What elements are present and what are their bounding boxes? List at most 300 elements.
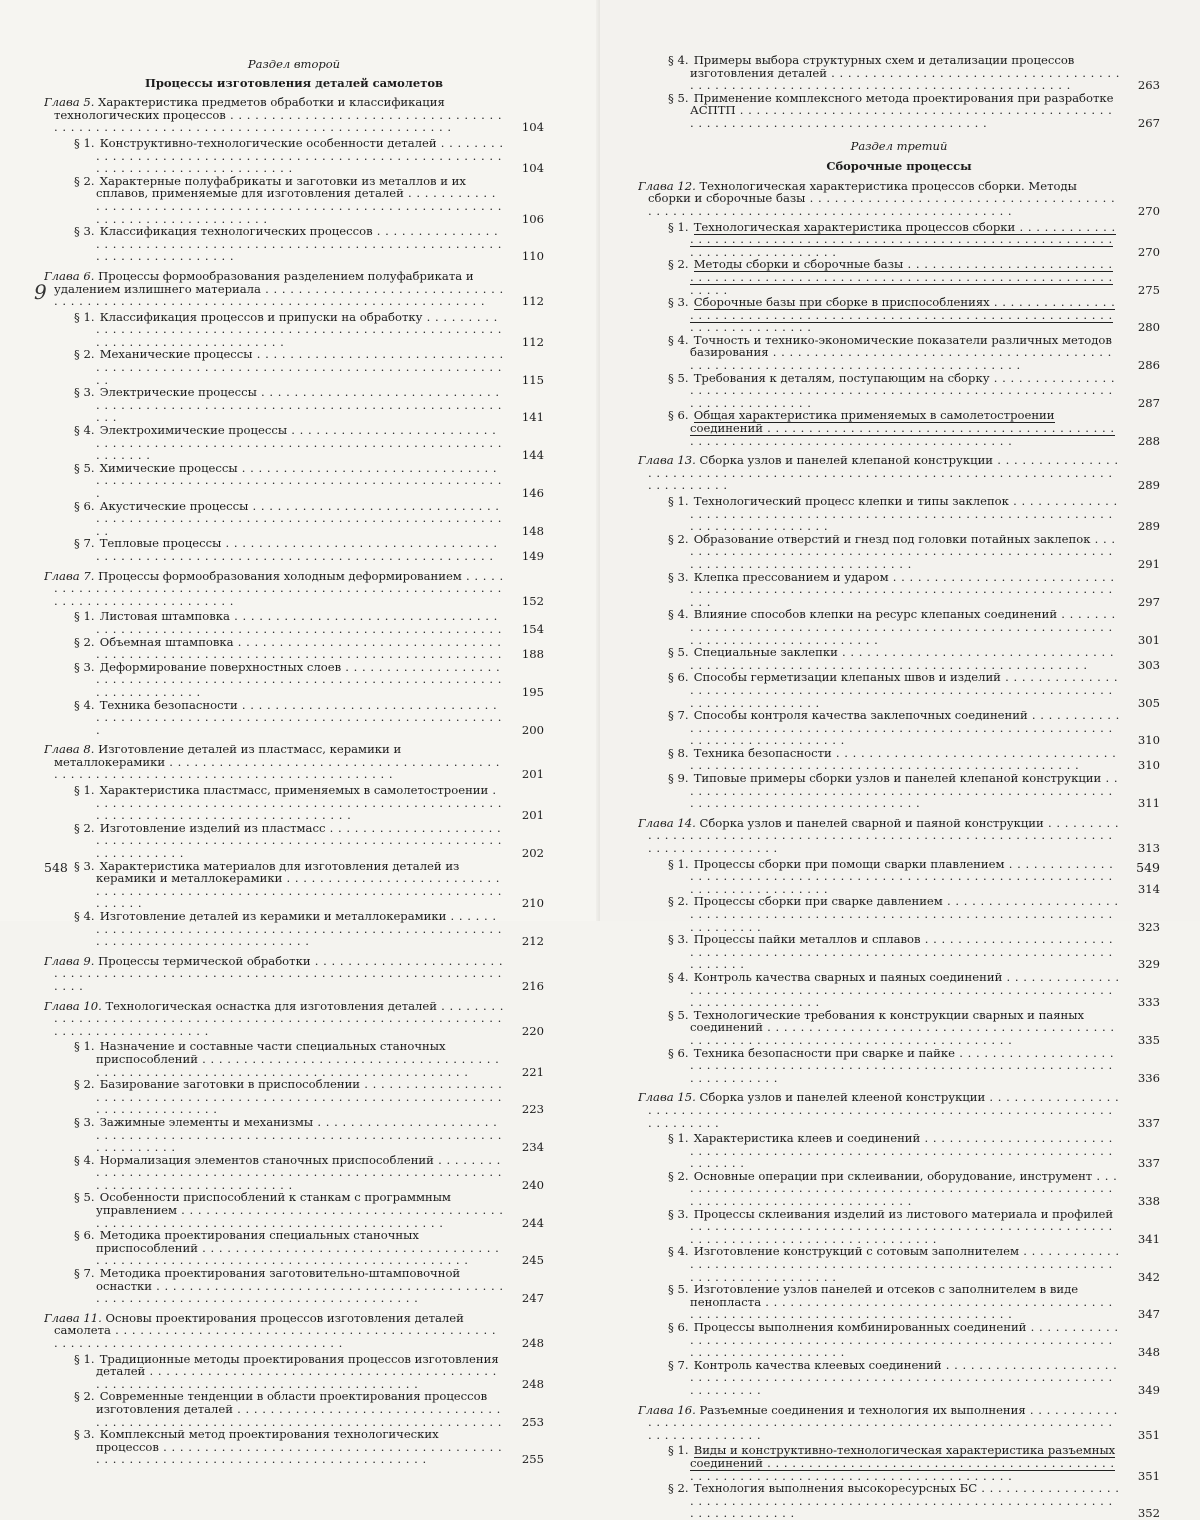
entry-title: Базирование заготовки в приспособлении . . .	[96, 1078, 502, 1116]
entry-title: Электрохимические процессы . . .	[96, 424, 502, 462]
toc-section-entry	[638, 334, 1160, 372]
toc-section-entry	[638, 709, 1160, 747]
entry-title: Технологическая оснастка для изготовления деталей . . .	[54, 1000, 504, 1038]
toc-chapter-entry	[44, 96, 544, 134]
entry-page-number: 301	[1137, 632, 1160, 647]
toc-section-entry	[44, 1040, 544, 1078]
entry-title: Процессы склеивания изделий из листового материала и профилей . . .	[690, 1208, 1113, 1246]
entry-page-number: 248	[521, 1336, 544, 1350]
entry-title: Сборка узлов и панелей клепаной конструкции . . .	[648, 454, 1119, 492]
entry-label: Глава 9.	[44, 954, 95, 968]
entry-title: Особенности приспособлений к станкам с программным управлением . . .	[96, 1191, 503, 1229]
entry-label: § 3.	[668, 570, 689, 584]
toc-section-entry	[44, 1390, 544, 1428]
toc-list	[44, 96, 544, 1466]
toc-section-entry	[638, 92, 1160, 130]
entry-page-number: 234	[521, 1140, 544, 1154]
entry-title: Деформирование поверхностных слоев . . .	[96, 661, 502, 699]
entry-title: Контроль качества сварных и паяных соединений . . .	[690, 971, 1120, 1009]
entry-label: § 3.	[74, 225, 95, 239]
entry-label: § 2.	[668, 532, 689, 546]
entry-label: § 6.	[668, 671, 689, 685]
toc-chapter-entry	[638, 1091, 1160, 1129]
entry-title: Нормализация элементов станочных приспособлений . . .	[96, 1154, 502, 1192]
entry-page-number: 253	[521, 1414, 544, 1429]
entry-page-number: 280	[1137, 320, 1160, 334]
entry-label: § 3.	[668, 933, 689, 947]
toc-section-entry	[44, 636, 544, 661]
entry-label: Глава 5.	[44, 96, 95, 110]
toc-section-entry	[44, 348, 544, 386]
entry-label: Глава 14.	[638, 816, 696, 830]
entry-title: Процессы формообразования холодным деформированием . . .	[54, 570, 504, 608]
toc-section-entry	[44, 386, 544, 424]
entry-label: § 6.	[668, 1046, 689, 1060]
toc-chapter-entry	[44, 1312, 544, 1350]
entry-label: § 1.	[668, 1132, 689, 1146]
entry-page-number: 287	[1137, 395, 1160, 410]
entry-label: § 2.	[668, 1482, 689, 1496]
toc-section-entry	[44, 1078, 544, 1116]
toc-section-entry	[44, 1116, 544, 1154]
entry-page-number: 188	[521, 647, 544, 661]
entry-page-number: 152	[521, 593, 544, 608]
entry-page-number: 148	[521, 523, 544, 538]
entry-page-number: 337	[1137, 1115, 1160, 1130]
entry-page-number: 106	[521, 211, 544, 226]
toc-section-entry	[638, 533, 1160, 571]
entry-page-number: 216	[521, 978, 544, 993]
toc-chapter-entry	[44, 955, 544, 993]
entry-label: § 2.	[668, 1169, 689, 1183]
entry-title: Процессы термической обработки . . .	[54, 955, 503, 993]
toc-section-entry	[638, 971, 1160, 1009]
entry-page-number: 270	[1137, 203, 1160, 218]
toc-section-entry	[44, 910, 544, 948]
page-number-right: 549	[1136, 860, 1160, 875]
entry-title: Конструктивно-технологические особенности деталей . . .	[96, 137, 504, 175]
entry-title: Химические процессы . . .	[96, 462, 502, 500]
entry-page-number: 201	[521, 808, 544, 822]
entry-title: Электрические процессы . . .	[96, 386, 502, 424]
entry-label: § 4.	[668, 970, 689, 984]
entry-label: Глава 7.	[44, 569, 95, 583]
toc-section-entry	[638, 221, 1160, 259]
entry-page-number: 255	[521, 1452, 544, 1466]
entry-label: § 7.	[668, 709, 689, 723]
toc-section-entry	[44, 610, 544, 635]
entry-title: Техника безопасности при сварке и пайке . . .	[690, 1047, 1114, 1085]
entry-title: Основы проектирования процессов изготовления деталей самолета . . .	[54, 1312, 496, 1350]
entry-title: Классификация технологических процессов . . .	[96, 225, 502, 263]
entry-label: Глава 12.	[638, 179, 696, 193]
entry-title: Способы контроля качества заклепочных соединений . . .	[690, 709, 1120, 747]
entry-page-number: 267	[1137, 115, 1160, 130]
entry-page-number: 104	[521, 161, 544, 175]
entry-page-number: 275	[1137, 282, 1160, 297]
entry-label: § 1.	[668, 495, 689, 508]
toc-section-entry	[638, 1245, 1160, 1283]
entry-label: § 5.	[668, 371, 689, 385]
entry-title: Сборка узлов и панелей сварной и паяной конструкции . . .	[648, 817, 1119, 855]
entry-page-number: 200	[521, 722, 544, 737]
toc-section-entry	[44, 311, 544, 349]
entry-page-number: 149	[521, 548, 544, 563]
entry-label: § 4.	[668, 608, 689, 622]
entry-label: § 6.	[668, 409, 689, 423]
entry-page-number: 351	[1137, 1468, 1160, 1483]
right-page	[600, 0, 1200, 1520]
entry-title: Изготовление деталей из керамики и металлокерамики . . .	[96, 910, 502, 948]
entry-title: Специальные заклепки . . .	[690, 646, 1114, 671]
entry-title: Требования к деталям, поступающим на сборку . . .	[690, 372, 1115, 410]
entry-title: Процессы сборки при сварке давлением . . .	[690, 895, 1119, 933]
entry-label: § 9.	[668, 772, 689, 786]
entry-label: § 2.	[668, 895, 689, 909]
entry-page-number: 349	[1137, 1382, 1160, 1397]
entry-title: Сборочные базы при сборке в приспособлениях . . .	[690, 296, 1115, 334]
entry-label: § 1.	[668, 220, 689, 234]
entry-title: Традиционные методы проектирования процессов изготовления деталей . . .	[96, 1353, 499, 1391]
entry-title: Основные операции при склеивании, оборудование, инструмент . . .	[690, 1170, 1117, 1208]
entry-label: Глава 13.	[638, 454, 696, 468]
entry-label: § 5.	[74, 461, 95, 475]
entry-label: § 3.	[668, 1207, 689, 1221]
entry-label: § 1.	[74, 1040, 95, 1054]
entry-page-number: 146	[521, 486, 544, 500]
entry-page-number: 351	[1137, 1427, 1160, 1442]
entry-label: § 2.	[74, 635, 95, 649]
toc-section-entry	[638, 1359, 1160, 1397]
entry-title: Технологические требования к конструкции сварных и паяных соединений . . .	[690, 1009, 1115, 1047]
toc-section-entry	[44, 1267, 544, 1305]
toc-section-entry	[638, 409, 1160, 447]
entry-title: Точность и технико-экономические показатели различных методов базирования . . .	[690, 334, 1112, 372]
toc-section-entry	[44, 537, 544, 562]
entry-label: § 4.	[74, 424, 95, 438]
toc-chapter-entry	[638, 817, 1160, 855]
entry-label: Глава 6.	[44, 269, 95, 283]
entry-title: Листовая штамповка . . .	[96, 610, 502, 635]
entry-label: § 2.	[668, 258, 689, 272]
toc-section-entry	[44, 225, 544, 263]
entry-page-number: 323	[1137, 919, 1160, 934]
entry-page-number: 244	[521, 1215, 544, 1230]
entry-title: Примеры выбора структурных схем и детализации процессов изготовления деталей . . .	[690, 54, 1120, 92]
right-toc-column	[638, 54, 1160, 1520]
entry-label: Глава 15.	[638, 1091, 696, 1105]
toc-chapter-entry	[44, 270, 544, 308]
entry-label: § 3.	[74, 1115, 95, 1129]
entry-title: Контроль качества клеевых соединений . . .	[690, 1359, 1117, 1397]
entry-page-number: 240	[521, 1177, 544, 1192]
entry-page-number: 201	[521, 767, 544, 782]
entry-label: § 3.	[74, 660, 95, 674]
entry-page-number: 297	[1137, 594, 1160, 609]
entry-title: Методика проектирования специальных станочных приспособлений . . .	[96, 1229, 499, 1267]
toc-section-entry	[44, 1191, 544, 1229]
toc-section-entry	[44, 137, 544, 175]
entry-page-number: 336	[1137, 1070, 1160, 1085]
entry-label: § 5.	[668, 1008, 689, 1022]
entry-label: § 2.	[74, 1078, 95, 1092]
toc-section-entry	[638, 54, 1160, 92]
entry-title: Характеристика материалов для изготовления деталей из керамики и металлокерамики . . .	[96, 860, 502, 910]
toc-section-entry	[638, 1170, 1160, 1208]
entry-page-number: 210	[521, 896, 544, 910]
entry-page-number: 313	[1137, 841, 1160, 855]
left-page	[0, 0, 600, 1466]
toc-section-entry	[638, 608, 1160, 646]
entry-page-number: 286	[1137, 358, 1160, 372]
handwritten-margin-mark: 9	[34, 280, 47, 304]
toc-section-entry	[638, 495, 1160, 533]
entry-label: § 1.	[74, 784, 95, 798]
toc-list-continued	[638, 54, 1160, 130]
toc-section-entry	[638, 933, 1160, 971]
toc-list	[638, 180, 1160, 1520]
entry-page-number: 303	[1137, 657, 1160, 672]
toc-section-entry	[638, 1132, 1160, 1170]
entry-page-number: 338	[1137, 1194, 1160, 1208]
entry-label: § 3.	[74, 859, 95, 873]
entry-page-number: 202	[521, 846, 544, 860]
entry-title: Объемная штамповка . . .	[96, 636, 502, 661]
toc-section-entry	[638, 1208, 1160, 1246]
entry-page-number: 305	[1137, 695, 1160, 710]
entry-title: Технологический процесс клепки и типы заклепок . . .	[690, 495, 1118, 533]
entry-page-number: 247	[521, 1291, 544, 1305]
entry-label: § 6.	[74, 499, 95, 513]
toc-section-entry	[638, 258, 1160, 296]
entry-label: § 8.	[668, 746, 689, 760]
entry-page-number: 341	[1137, 1231, 1160, 1246]
entry-label: § 2.	[74, 174, 95, 188]
left-toc-column	[44, 52, 544, 1466]
entry-title: Процессы пайки металлов и сплавов . . .	[690, 933, 1113, 971]
entry-title: Процессы выполнения комбинированных соединений . . .	[690, 1321, 1119, 1359]
entry-page-number: 335	[1137, 1032, 1160, 1047]
toc-section-entry	[638, 671, 1160, 709]
entry-page-number: 311	[1137, 796, 1160, 810]
entry-label: § 7.	[74, 1267, 95, 1281]
entry-label: § 4.	[74, 910, 95, 923]
toc-section-entry	[638, 772, 1160, 810]
entry-title: Изготовление изделий из пластмасс . . .	[96, 822, 502, 860]
entry-title: Изготовление деталей из пластмасс, керамики и металлокерамики . . .	[54, 743, 500, 781]
entry-title: Применение комплексного метода проектирования при разработке АСПТП . . .	[690, 92, 1114, 130]
entry-title: Методы сборки и сборочные базы . . .	[690, 258, 1113, 296]
entry-title: Влияние способов клепки на ресурс клепаных соединений . . .	[690, 608, 1116, 646]
toc-section-entry	[44, 784, 544, 822]
entry-title: Разъемные соединения и технология их выполнения . . .	[648, 1404, 1118, 1442]
toc-section-entry	[44, 424, 544, 462]
toc-section-entry	[44, 699, 544, 737]
entry-label: § 1.	[74, 610, 95, 624]
entry-label: § 5.	[74, 1191, 95, 1205]
entry-page-number: 289	[1137, 519, 1160, 533]
entry-page-number: 314	[1137, 881, 1160, 896]
entry-label: § 3.	[74, 1428, 95, 1442]
entry-label: § 2.	[74, 348, 95, 362]
toc-chapter-entry	[44, 570, 544, 608]
entry-label: § 4.	[74, 1153, 95, 1167]
entry-page-number: 263	[1137, 78, 1160, 92]
entry-label: Глава 8.	[44, 743, 95, 757]
toc-section-entry	[638, 372, 1160, 410]
toc-chapter-entry	[638, 1404, 1160, 1442]
entry-label: § 6.	[74, 1229, 95, 1243]
toc-section-entry	[44, 1353, 544, 1391]
toc-section-entry	[44, 462, 544, 500]
entry-label: § 1.	[74, 136, 95, 150]
toc-section-entry	[638, 571, 1160, 609]
entry-page-number: 348	[1137, 1345, 1160, 1359]
toc-section-entry	[638, 858, 1160, 896]
entry-page-number: 110	[521, 249, 544, 263]
entry-page-number: 154	[521, 621, 544, 636]
entry-title: Технология выполнения высокоресурсных БС . . .	[690, 1482, 1119, 1520]
entry-page-number: 223	[521, 1102, 544, 1116]
entry-page-number: 245	[521, 1253, 544, 1268]
toc-section-entry	[638, 895, 1160, 933]
entry-title: Характерные полуфабрикаты и заготовки из металлов и их сплавов, применяемые для изготовления деталей . . .	[96, 175, 502, 225]
entry-page-number: 347	[1137, 1307, 1160, 1321]
entry-label: § 5.	[668, 1283, 689, 1297]
entry-label: § 1.	[74, 1352, 95, 1366]
entry-label: § 1.	[668, 1444, 689, 1458]
entry-label: § 6.	[668, 1321, 689, 1334]
entry-label: § 4.	[668, 333, 689, 347]
toc-chapter-entry	[44, 1000, 544, 1038]
entry-page-number: 337	[1137, 1156, 1160, 1170]
entry-title: Зажимные элементы и механизмы . . .	[96, 1116, 502, 1154]
entry-page-number: 220	[521, 1023, 544, 1038]
entry-title: Изготовление узлов панелей и отсеков с заполнителем в виде пенопласта . . .	[690, 1283, 1113, 1321]
entry-page-number: 221	[521, 1064, 544, 1079]
toc-section-entry	[638, 646, 1160, 671]
toc-chapter-entry	[44, 743, 544, 781]
toc-section-entry	[44, 661, 544, 699]
entry-title: Методика проектирования заготовительно-штамповочной оснастки . . .	[96, 1267, 504, 1305]
entry-page-number: 291	[1137, 556, 1160, 571]
entry-page-number: 144	[521, 448, 544, 462]
entry-title: Изготовление конструкций с сотовым заполнителем . . .	[690, 1245, 1120, 1283]
entry-label: § 4.	[74, 698, 95, 712]
toc-section-entry	[638, 1444, 1160, 1482]
entry-title: Процессы формообразования разделением полуфабриката и удалением излишнего материала . . .	[54, 270, 504, 308]
entry-title: Сборка узлов и панелей клееной конструкции . . .	[648, 1091, 1119, 1129]
entry-label: § 5.	[668, 91, 689, 105]
section-label: Раздел третий	[850, 138, 948, 153]
entry-label: § 2.	[74, 1390, 95, 1404]
toc-section-entry	[44, 822, 544, 860]
toc-chapter-entry	[638, 454, 1160, 492]
entry-title: Тепловые процессы . . .	[96, 537, 498, 562]
entry-title: Современные тенденции в области проектирования процессов изготовления деталей . . .	[96, 1390, 502, 1428]
entry-page-number: 212	[521, 934, 544, 948]
entry-page-number: 310	[1137, 733, 1160, 747]
entry-label: § 1.	[74, 310, 95, 324]
toc-chapter-entry	[638, 180, 1160, 218]
entry-title: Назначение и составные части специальных станочных приспособлений . . .	[96, 1040, 499, 1078]
entry-page-number: 270	[1137, 244, 1160, 259]
entry-title: Характеристика пластмасс, применяемых в самолетостроении . . .	[96, 784, 502, 822]
toc-section-entry	[638, 1321, 1160, 1359]
entry-page-number: 288	[1137, 433, 1160, 448]
toc-section-entry	[44, 860, 544, 910]
entry-page-number: 115	[521, 372, 544, 387]
section-title: Процессы изготовления деталей самолетов	[144, 75, 443, 90]
entry-page-number: 112	[521, 294, 544, 308]
entry-page-number: 329	[1137, 957, 1160, 971]
entry-title: Способы герметизации клепаных швов и изделий . . .	[690, 671, 1118, 709]
entry-label: § 4.	[668, 54, 689, 67]
entry-title: Образование отверстий и гнезд под головки потайных заклепок . . .	[690, 533, 1116, 571]
toc-section-entry	[44, 500, 544, 538]
section-label: Раздел второй	[247, 57, 341, 71]
entry-title: Механические процессы . . .	[96, 348, 504, 386]
toc-section-entry	[638, 747, 1160, 772]
entry-label: Глава 16.	[638, 1403, 696, 1417]
entry-page-number: 104	[521, 120, 544, 134]
toc-section-entry	[638, 1047, 1160, 1085]
entry-title: Комплексный метод проектирования технологических процессов . . .	[96, 1428, 502, 1466]
page-number-left: 548	[44, 860, 68, 875]
entry-page-number: 141	[521, 410, 544, 425]
toc-section-entry	[638, 296, 1160, 334]
entry-title: Общая характеристика применяемых в самолетостроении соединений . . .	[690, 409, 1115, 447]
entry-title: Процессы сборки при помощи сварки плавлением . . .	[690, 858, 1113, 896]
toc-section-entry	[44, 1154, 544, 1192]
entry-title: Акустические процессы . . .	[96, 500, 502, 538]
entry-title: Технологическая характеристика процессов сборки. Методы сборки и сборочные базы . . .	[648, 180, 1115, 218]
entry-title: Технологическая характеристика процессов сборки . . .	[690, 221, 1116, 259]
entry-label: § 1.	[668, 857, 689, 871]
entry-title: Техника безопасности . . .	[690, 747, 1116, 772]
entry-page-number: 352	[1137, 1506, 1160, 1520]
toc-section-entry	[44, 175, 544, 225]
entry-label: § 2.	[74, 821, 95, 835]
entry-page-number: 289	[1137, 478, 1160, 492]
entry-label: Глава 11.	[44, 1311, 102, 1325]
entry-title: Виды и конструктивно-технологическая характеристика разъемных соединений . . .	[690, 1444, 1115, 1482]
entry-title: Характеристика предметов обработки и классификация технологических процессов . . .	[54, 96, 502, 134]
entry-label: § 7.	[74, 537, 95, 551]
entry-title: Характеристика клеев и соединений . . .	[690, 1132, 1113, 1170]
entry-label: § 4.	[668, 1245, 689, 1259]
entry-label: Глава 10.	[44, 999, 102, 1013]
entry-page-number: 333	[1137, 995, 1160, 1009]
entry-page-number: 112	[521, 334, 544, 349]
toc-section-entry	[44, 1428, 544, 1466]
toc-section-entry	[638, 1283, 1160, 1321]
entry-page-number: 310	[1137, 758, 1160, 773]
entry-title: Типовые примеры сборки узлов и панелей клепаной конструкции . . .	[690, 772, 1118, 810]
entry-title: Клепка прессованием и ударом . . .	[690, 571, 1115, 609]
toc-section-entry	[638, 1482, 1160, 1520]
entry-page-number: 195	[521, 684, 544, 699]
toc-section-entry	[44, 1229, 544, 1267]
toc-section-entry	[638, 1009, 1160, 1047]
section-title: Сборочные процессы	[826, 159, 972, 174]
entry-page-number: 248	[521, 1376, 544, 1391]
entry-label: § 3.	[74, 386, 95, 400]
entry-label: § 3.	[668, 296, 689, 310]
entry-title: Классификация процессов и припуски на обработку . . .	[96, 311, 502, 349]
entry-page-number: 342	[1137, 1269, 1160, 1284]
entry-label: § 5.	[668, 646, 689, 660]
